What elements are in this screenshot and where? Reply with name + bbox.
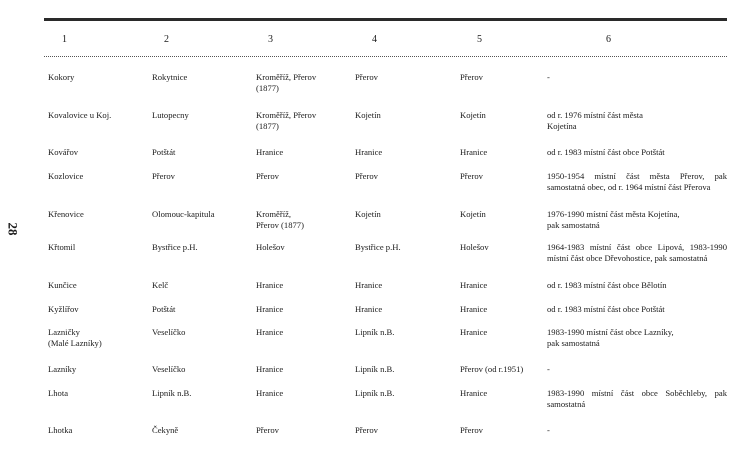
cell-col2: Lutopecny bbox=[152, 110, 189, 120]
cell-note: 1983-1990 místní část obce Lazníky, pak samostatná bbox=[547, 327, 674, 348]
column-header-5: 5 bbox=[477, 34, 482, 45]
cell-col5: Holešov bbox=[460, 242, 489, 252]
cell-col3: Kroměříž, Přerov (1877) bbox=[256, 209, 304, 230]
cell-col2: Olomouc-kapitula bbox=[152, 209, 215, 219]
cell-col3: Hranice bbox=[256, 147, 284, 157]
cell-note: od r. 1983 místní část obce Bělotín bbox=[547, 280, 667, 290]
cell-col3: Přerov bbox=[256, 425, 279, 435]
cell-col5: Přerov bbox=[460, 425, 483, 435]
cell-col4: Bystřice p.H. bbox=[355, 242, 401, 252]
cell-col3: Přerov bbox=[256, 171, 279, 181]
cell-col4: Lipník n.B. bbox=[355, 327, 395, 337]
cell-col4: Přerov bbox=[355, 425, 378, 435]
cell-municipality: Kyžlířov bbox=[48, 304, 79, 314]
cell-col3: Hranice bbox=[256, 364, 284, 374]
cell-col3: Kroměříž, Přerov (1877) bbox=[256, 110, 317, 131]
cell-col5: Kojetín bbox=[460, 110, 486, 120]
cell-municipality: Křenovice bbox=[48, 209, 84, 219]
cell-col3: Holešov bbox=[256, 242, 285, 252]
cell-col3: Hranice bbox=[256, 304, 284, 314]
cell-col3: Kroměříž, Přerov (1877) bbox=[256, 72, 317, 93]
cell-note: od r. 1983 místní část obce Potštát bbox=[547, 147, 665, 157]
cell-col5: Přerov bbox=[460, 72, 483, 82]
cell-col4: Kojetín bbox=[355, 110, 381, 120]
cell-col2: Veselíčko bbox=[152, 327, 186, 337]
cell-municipality: Kozlovice bbox=[48, 171, 84, 181]
cell-col2: Veselíčko bbox=[152, 364, 186, 374]
cell-municipality: Křtomil bbox=[48, 242, 76, 252]
cell-note: od r. 1976 místní část města Kojetína bbox=[547, 110, 643, 131]
column-header-1: 1 bbox=[62, 34, 67, 45]
cell-municipality: Lhotka bbox=[48, 425, 73, 435]
cell-note: 1950-1954 místní část města Přerov, pak samostatná obec, od r. 1964 místní část Přerova bbox=[547, 171, 727, 192]
column-header-3: 3 bbox=[268, 34, 273, 45]
cell-municipality: Kovářov bbox=[48, 147, 79, 157]
cell-note: - bbox=[547, 364, 550, 374]
cell-col4: Lipník n.B. bbox=[355, 388, 395, 398]
cell-municipality: Kovalovice u Koj. bbox=[48, 110, 112, 120]
cell-note: - bbox=[547, 72, 550, 82]
cell-col4: Hranice bbox=[355, 304, 383, 314]
cell-col5: Hranice bbox=[460, 304, 488, 314]
cell-col2: Lipník n.B. bbox=[152, 388, 192, 398]
cell-note: 1964-1983 místní část obce Lipová, 1983-1990 místní část obce Dřevohostice, pak samostatná bbox=[547, 242, 727, 263]
cell-col4: Přerov bbox=[355, 171, 378, 181]
cell-municipality: Kunčice bbox=[48, 280, 77, 290]
cell-col2: Kelč bbox=[152, 280, 169, 290]
cell-col5: Hranice bbox=[460, 147, 488, 157]
column-header-4: 4 bbox=[372, 34, 377, 45]
cell-col4: Hranice bbox=[355, 280, 383, 290]
cell-col4: Přerov bbox=[355, 72, 378, 82]
cell-col2: Čekyně bbox=[152, 425, 179, 435]
cell-col3: Hranice bbox=[256, 280, 284, 290]
cell-note: od r. 1983 místní část obce Potštát bbox=[547, 304, 665, 314]
cell-col3: Hranice bbox=[256, 388, 284, 398]
cell-col5: Kojetín bbox=[460, 209, 486, 219]
cell-col4: Hranice bbox=[355, 147, 383, 157]
cell-col4: Lipník n.B. bbox=[355, 364, 395, 374]
cell-col2: Potštát bbox=[152, 304, 176, 314]
cell-col5: Hranice bbox=[460, 280, 488, 290]
cell-municipality: Kokory bbox=[48, 72, 75, 82]
column-header-6: 6 bbox=[606, 34, 611, 45]
column-header-2: 2 bbox=[164, 34, 169, 45]
cell-col2: Přerov bbox=[152, 171, 175, 181]
page-number: 28 bbox=[5, 222, 21, 236]
cell-note: 1983-1990 místní část obce Soběchleby, pak samostatná bbox=[547, 388, 727, 409]
cell-municipality: Lazníky bbox=[48, 364, 77, 374]
cell-col2: Potštát bbox=[152, 147, 176, 157]
cell-note: 1976-1990 místní část města Kojetína, pak samostatná bbox=[547, 209, 680, 230]
cell-col2: Bystřice p.H. bbox=[152, 242, 198, 252]
cell-col5: Hranice bbox=[460, 327, 488, 337]
cell-col5: Hranice bbox=[460, 388, 488, 398]
cell-col4: Kojetín bbox=[355, 209, 381, 219]
cell-col5: Přerov (od r.1951) bbox=[460, 364, 524, 374]
cell-municipality: Lhota bbox=[48, 388, 69, 398]
cell-note: - bbox=[547, 425, 550, 435]
cell-col5: Přerov bbox=[460, 171, 483, 181]
cell-col3: Hranice bbox=[256, 327, 284, 337]
cell-col2: Rokytnice bbox=[152, 72, 188, 82]
cell-municipality: Lazničky (Malé Lazníky) bbox=[48, 327, 102, 348]
